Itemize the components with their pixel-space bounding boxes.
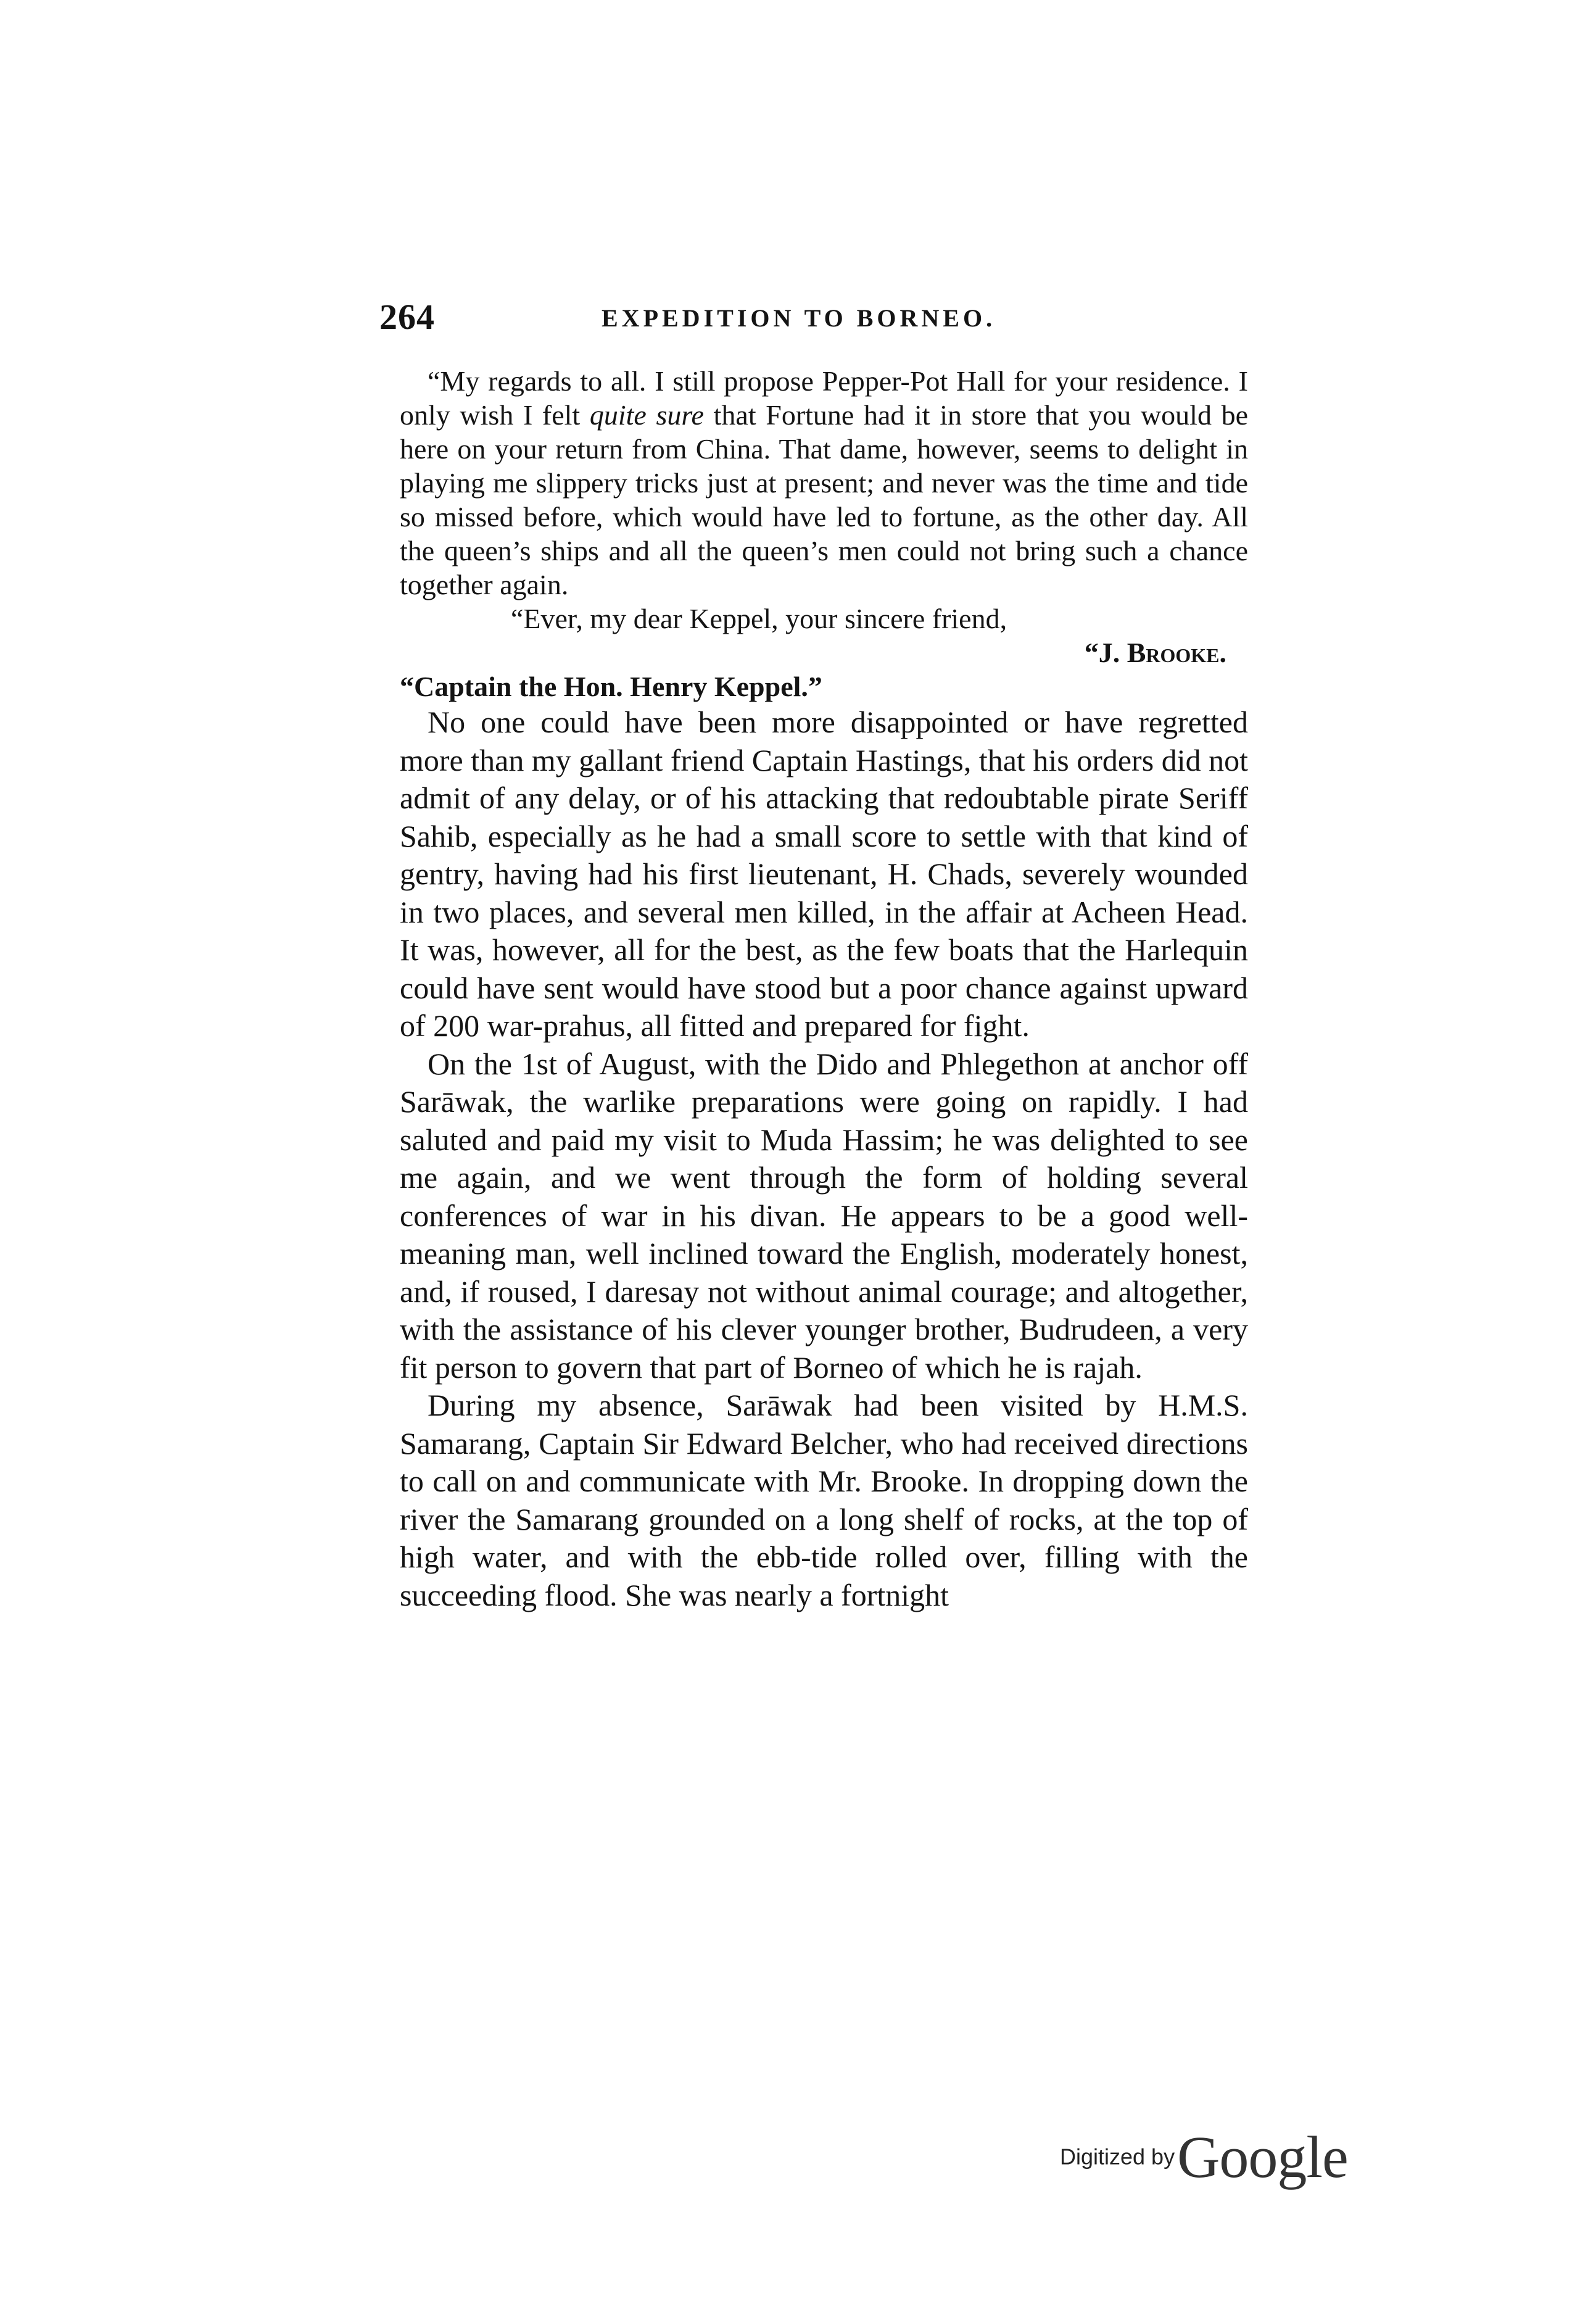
body-paragraph-2: On the 1st of August, with the Dido and Phlegethon at anchor off Sarāwak, the warlike preparations were going on rapidly. I had saluted and paid my visit to Muda Hassim; he was delighted to see me again, and we went through the form of holding several conferences of war in his divan. He appears to be a good well-meaning man, well inclined toward the English, moderately honest, and, if roused, I daresay not without animal courage; and altogether, with the assistance of his clever younger brother, Budrudeen, a very fit person to govern that part of Borneo of which he is rajah. bbox=[400, 1046, 1248, 1385]
body-paragraph-3: During my absence, Sarāwak had been visited by H.M.S. Samarang, Captain Sir Edward Belcher, who had received directions to call on and communicate with Mr. Brooke. In dropping down the river the Samarang grounded on a long shelf of rocks, at the top of high water, and with the ebb-tide rolled over, filling with the succeeding flood. She was nearly a fortnight bbox=[400, 1388, 1248, 1612]
page-header bbox=[379, 296, 1255, 339]
letter-text-pre: “My regards to all. I still propose Pepper-Pot Hall for your residence. I only wish I felt bbox=[400, 365, 1248, 431]
digitized-by-label: Digitized by bbox=[1060, 2144, 1175, 2170]
body-paragraph-1: No one could have been more disappointed or have regretted more than my gallant friend Captain Hastings, that his orders did not admit of any delay, or of his attacking that redoubtable pirate Seriff Sahib, especially as he had a small score to settle with that kind of gentry, having had his first lieutenant, H. Chads, severely wounded in two places, and several men killed, in the affair at Acheen Head. It was, however, all for the best, as the few boats that the Harlequin could have sent would have stood but a poor chance against upward of 200 war-prahus, all fitted and prepared for fight. bbox=[400, 705, 1248, 1043]
letter-closing: “Ever, my dear Keppel, your sincere friend, bbox=[511, 603, 1007, 634]
letter-signature: “J. Brooke. bbox=[1084, 637, 1226, 668]
digitized-by-google-watermark bbox=[1060, 2123, 1348, 2190]
page-number: 264 bbox=[379, 297, 435, 337]
page-text bbox=[400, 364, 1248, 1614]
letter-emphasis: quite sure bbox=[589, 399, 704, 431]
google-logo: Google bbox=[1177, 2124, 1348, 2190]
running-head: EXPEDITION TO BORNEO. bbox=[602, 304, 996, 332]
letter-excerpt bbox=[400, 364, 1248, 703]
letter-address: “Captain the Hon. Henry Keppel.” bbox=[400, 671, 822, 702]
letter-text-post: that Fortune had it in store that you would be here on your return from China. That dame, however, seems to delight in playing me slippery tricks just at present; and never was the time and tide so missed before, which would have led to fortune, as the other day. All the queen’s ships and all the queen’s men could not bring such a chance together again. bbox=[400, 399, 1248, 600]
letter-paragraph bbox=[400, 364, 1248, 602]
